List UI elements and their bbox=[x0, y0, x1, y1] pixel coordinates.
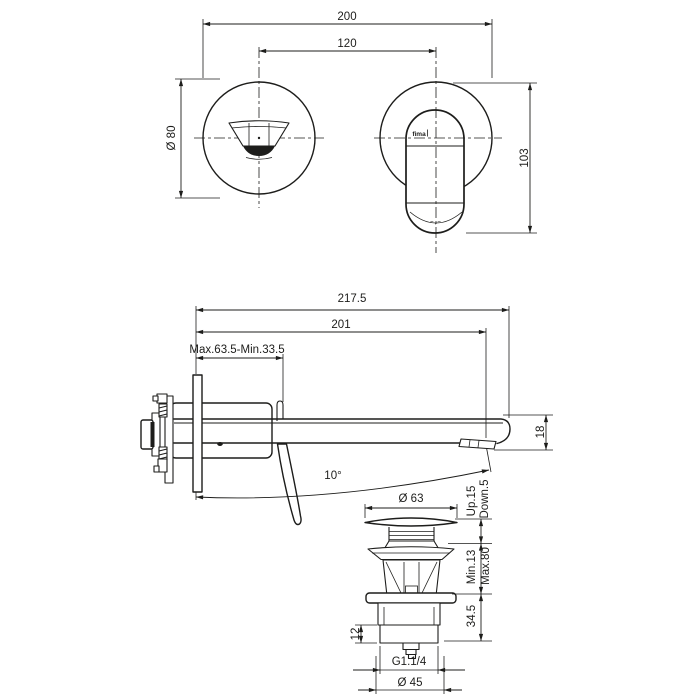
top-view bbox=[166, 11, 537, 253]
dim-max80-label: Max.80 bbox=[480, 547, 492, 585]
handle-capsule bbox=[406, 110, 464, 233]
dim-201-label: 201 bbox=[331, 319, 351, 331]
strainer-body bbox=[383, 560, 440, 596]
spout-front-view bbox=[194, 47, 324, 208]
dim-escutcheon-diameter bbox=[166, 79, 220, 198]
threaded-tail bbox=[380, 625, 438, 643]
set-screw-dot bbox=[217, 442, 223, 446]
dim-maxmin-label: Max.63.5-Min.33.5 bbox=[189, 344, 285, 356]
tail-nipple bbox=[403, 643, 419, 650]
dim-80-label: Ø 80 bbox=[166, 125, 178, 151]
waste-cap bbox=[365, 518, 457, 526]
brand-logo: fima bbox=[412, 131, 426, 138]
handle-front-view bbox=[374, 47, 502, 253]
dim-200-label: 200 bbox=[337, 11, 357, 23]
dim-g114-label: G1.1/4 bbox=[391, 656, 427, 668]
dim-217-label: 217.5 bbox=[337, 293, 367, 305]
dim-min13-label: Min.13 bbox=[466, 549, 478, 585]
handle-lever bbox=[278, 444, 302, 525]
valve-body bbox=[170, 403, 272, 458]
dim-total-height bbox=[453, 83, 537, 233]
dim-345-label: 34.5 bbox=[466, 604, 478, 628]
spout-nose bbox=[229, 121, 289, 146]
dim-120-label: 120 bbox=[337, 38, 357, 50]
waste-housing bbox=[378, 603, 440, 625]
drain-side-dims bbox=[444, 480, 492, 642]
aerator-opening bbox=[243, 146, 275, 156]
dim-up15-label: Up.15 bbox=[466, 485, 478, 517]
dim-12-label: 12 bbox=[350, 627, 362, 641]
handle-pivot-bar bbox=[277, 401, 283, 421]
aerator-tip bbox=[459, 439, 496, 449]
inlet-fittings bbox=[141, 394, 173, 483]
dim-angle-label: 10° bbox=[324, 470, 342, 482]
popup-waste bbox=[365, 518, 457, 659]
drain-view bbox=[350, 480, 492, 695]
dim-cap-diameter bbox=[365, 493, 457, 518]
dim-18-label: 18 bbox=[535, 425, 547, 439]
dim-rough-in-range bbox=[189, 344, 284, 402]
dim-center-distance bbox=[259, 38, 436, 51]
side-view bbox=[141, 293, 553, 525]
dim-thread-length bbox=[350, 625, 377, 643]
lower-flange bbox=[366, 593, 456, 603]
dim-spout-angle bbox=[196, 470, 489, 500]
dim-spout-end-height bbox=[494, 415, 553, 450]
handle-bottom-mark: =,= bbox=[430, 220, 442, 226]
dim-103-label: 103 bbox=[519, 148, 531, 168]
dim-45-label: Ø 45 bbox=[397, 677, 423, 689]
dim-down5-label: Down.5 bbox=[479, 479, 491, 519]
wall-plate bbox=[193, 375, 202, 492]
dim-63-label: Ø 63 bbox=[398, 493, 424, 505]
